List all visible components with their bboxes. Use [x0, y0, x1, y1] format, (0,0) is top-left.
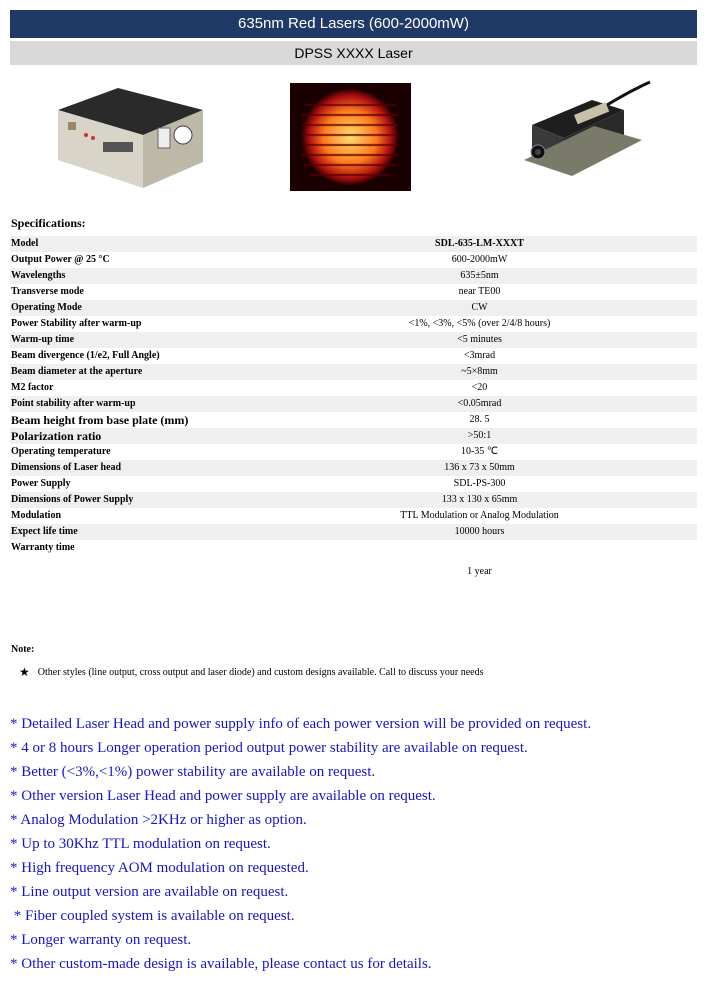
spec-value: 600-2000mW: [451, 254, 508, 265]
spec-value: CW: [261, 300, 697, 316]
list-item: * Analog Modulation >2KHz or higher as option.: [10, 812, 307, 828]
spec-label: Polarization ratio: [10, 428, 261, 444]
laser-head-photo: [512, 80, 654, 186]
spec-label: Dimensions of Laser head: [10, 460, 261, 476]
spec-value: <20: [471, 382, 488, 393]
spec-value: 136 x 73 x 50mm: [261, 460, 697, 476]
table-row: [10, 316, 697, 332]
table-row: [10, 268, 697, 284]
table-row: [10, 508, 697, 524]
spec-label: M2 factor: [11, 382, 54, 393]
table-row: [10, 428, 697, 444]
spec-value: <1%, <3%, <5% (over 2/4/8 hours): [408, 318, 551, 329]
spec-label: Power Stability after warm-up: [11, 318, 142, 329]
spec-value: TTL Modulation or Analog Modulation: [400, 510, 559, 521]
list-item: * Fiber coupled system is available on request.: [10, 908, 295, 924]
spec-value: SDL-PS-300: [453, 478, 506, 489]
beam-profile-photo: [290, 83, 411, 191]
spec-label: Wavelengths: [10, 268, 261, 284]
note-title: Note:: [11, 644, 35, 655]
table-row: [10, 540, 697, 584]
spec-value: ~5×8mm: [261, 364, 697, 380]
spec-label: Beam diameter at the aperture: [10, 364, 261, 380]
table-row: [10, 236, 697, 252]
spec-value: <3mrad: [463, 350, 496, 361]
list-item: * High frequency AOM modulation on requested.: [10, 860, 309, 876]
list-item: * Line output version are available on request.: [10, 884, 289, 900]
spec-value: 1 year: [467, 566, 492, 577]
spec-label: Point stability after warm-up: [10, 396, 261, 412]
spec-label: Operating temperature: [11, 446, 111, 457]
page-title: 635nm Red Lasers (600-2000mW): [10, 10, 697, 38]
list-item: * Detailed Laser Head and power supply info of each power version will be provided on request.: [10, 716, 592, 732]
spec-value: <5 minutes: [261, 332, 697, 348]
table-row: [10, 396, 697, 412]
spec-label: Warranty time: [11, 542, 75, 553]
specifications-table: [10, 236, 697, 584]
spec-label: Expect life time: [10, 524, 261, 540]
star-icon: ★: [19, 665, 30, 679]
table-row: [10, 348, 697, 364]
table-row: [10, 476, 697, 492]
spec-label: Dimensions of Power Supply: [10, 492, 261, 508]
table-row: [10, 284, 697, 300]
table-row: [10, 460, 697, 476]
spec-label: Warm-up time: [10, 332, 261, 348]
note-text: Other styles (line output, cross output and laser diode) and custom designs available. Call to discuss your needs: [37, 667, 484, 678]
list-item: * Other version Laser Head and power supply are available on request.: [10, 788, 436, 804]
table-row: [10, 252, 697, 268]
page-subtitle: DPSS XXXX Laser: [10, 41, 697, 65]
specifications-title: Specifications:: [11, 216, 86, 230]
spec-value: <0.05mrad: [261, 396, 697, 412]
table-row: [10, 332, 697, 348]
request-options-list: [10, 712, 591, 976]
spec-value: SDL-635-LM-XXXT: [261, 236, 697, 252]
spec-value: 133 x 130 x 65mm: [261, 492, 697, 508]
spec-value: 10-35 ℃: [460, 446, 499, 457]
table-row: [10, 364, 697, 380]
spec-label: Output Power @ 25 °C: [11, 254, 110, 265]
note-item: [19, 665, 484, 680]
list-item: * Better (<3%,<1%) power stability are available on request.: [10, 764, 376, 780]
spec-label: Modulation: [11, 510, 62, 521]
power-supply-photo: [48, 80, 208, 194]
list-item: * Other custom-made design is available, please contact us for details.: [10, 956, 432, 972]
spec-value: 10000 hours: [261, 524, 697, 540]
spec-label: Transverse mode: [11, 286, 84, 297]
list-item: * Longer warranty on request.: [10, 932, 192, 948]
table-row: [10, 412, 697, 428]
table-row: [10, 524, 697, 540]
spec-label: Model: [10, 236, 261, 252]
spec-label: Beam height from base plate (mm): [11, 413, 189, 427]
list-item: * 4 or 8 hours Longer operation period output power stability are available on request.: [10, 740, 528, 756]
table-row: [10, 300, 697, 316]
spec-label: Power Supply: [11, 478, 71, 489]
table-row: [10, 444, 697, 460]
spec-value: 28. 5: [469, 414, 490, 425]
spec-value: 635±5nm: [261, 268, 697, 284]
spec-value: >50:1: [261, 428, 697, 444]
spec-label: Operating Mode: [10, 300, 261, 316]
table-row: [10, 380, 697, 396]
spec-value: near TE00: [458, 286, 501, 297]
list-item: * Up to 30Khz TTL modulation on request.: [10, 836, 271, 852]
table-row: [10, 492, 697, 508]
spec-label: Beam divergence (1/e2, Full Angle): [11, 350, 160, 361]
